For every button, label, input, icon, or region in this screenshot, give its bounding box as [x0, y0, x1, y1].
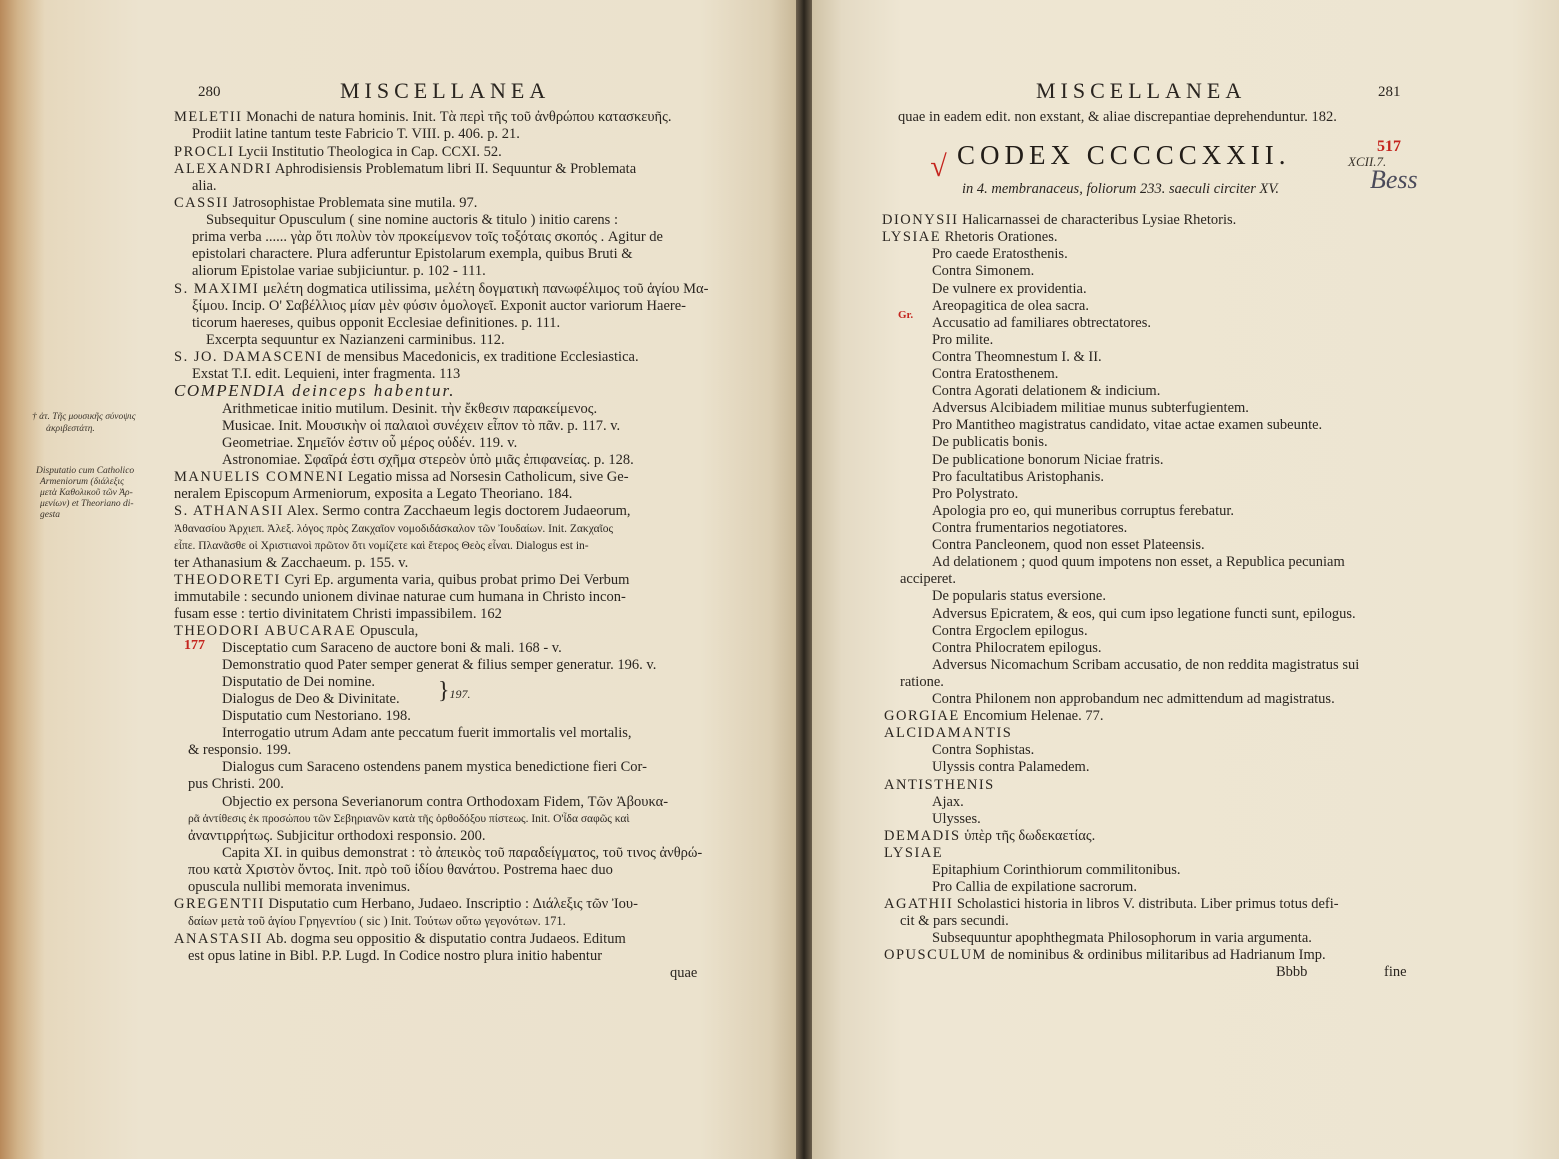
text-line: Pro Polystrato. [932, 486, 1019, 502]
text-line: Demonstratio quod Pater semper generat & filius semper generatur. 196. v. [222, 657, 657, 673]
text-line: immutabile : secundo unionem divinae naturae cum humana in Christo incon- [174, 589, 626, 605]
text-line: Ulyssis contra Palamedem. [932, 759, 1090, 775]
text-line: ter Athanasium & Zacchaeum. p. 155. v. [174, 555, 409, 571]
text-line: Pro Mantitheo magistratus candidato, vitae actae examen subeunte. [932, 417, 1323, 433]
text-line: DIONYSII Halicarnassei de characteribus Lysiae Rhetoris. [882, 212, 1237, 228]
text-line: Pro facultatibus Aristophanis. [932, 469, 1104, 485]
text-line: Epitaphium Corinthiorum commilitonibus. [932, 862, 1181, 878]
check-mark: √ [930, 150, 947, 183]
brace-note: }197. [438, 678, 471, 704]
margin-note: Armeniorum (διάλεξις [40, 477, 125, 487]
book-gutter [796, 0, 812, 1159]
text-line: Disputatio cum Nestoriano. 198. [222, 708, 411, 724]
text-line: LYSIAE [884, 845, 944, 861]
left-page-number: 280 [198, 84, 221, 100]
text-line: Apologia pro eo, qui muneribus corruptus ferebatur. [932, 503, 1235, 519]
left-running-head: MISCELLANEA [340, 78, 551, 103]
text-line: Pro milite. [932, 332, 994, 348]
text-line: εἶπε. Πλανᾶσθε οἱ Χριστιανοὶ πρῶτον ὅτι νομίζετε καὶ ἕτερος Θεὸς εἶναι. Dialogus est in- [174, 540, 589, 552]
page-edge [0, 0, 30, 1159]
text-line: ticorum haereses, quibus opponit Ecclesiae definitiones. p. 111. [192, 315, 561, 331]
text-line: quae in eadem edit. non exstant, & aliae discrepantiae deprehenduntur. 182. [898, 109, 1337, 125]
text-line: Contra Simonem. [932, 263, 1035, 279]
text-line: Ajax. [932, 794, 964, 810]
margin-note: Disputatio cum Catholico [36, 466, 135, 476]
text-line: Prodiit latine tantum teste Fabricio T. VIII. p. 406. p. 21. [192, 126, 520, 142]
text-line: THEODORI ABUCARAE Opuscula, [174, 623, 419, 639]
text-line: Ἀθανασίου Ἀρχιεπ. Ἀλεξ. λόγος πρὸς Ζακχαῖον νομοδιδάσκαλον τῶν Ἰουδαίων. Init. Ζακχαῖος [174, 523, 613, 535]
text-line: Contra Theomnestum I. & II. [932, 349, 1102, 365]
codex-subtitle: in 4. membranaceus, foliorum 233. saeculi circiter XV. [962, 181, 1279, 197]
margin-note: μετὰ Καθολικοῦ τῶν Ἀρ- [40, 488, 133, 498]
text-line: Disceptatio cum Saraceno de auctore boni & mali. 168 - v. [222, 640, 562, 656]
text-line: Pro Callia de expilatione sacrorum. [932, 879, 1137, 895]
margin-note: gesta [40, 510, 61, 520]
text-line: Contra Ergoclem epilogus. [932, 623, 1088, 639]
text-line: Contra Agorati delationem & indicium. [932, 383, 1161, 399]
text-line: GREGENTII Disputatio cum Herbano, Judaeo. Inscriptio : Διάλεξις τῶν Ἰου- [174, 896, 638, 912]
text-line: δαίων μετὰ τοῦ ἁγίου Γρηγεντίου ( sic ) Init. Τούτων οὕτω γεγονότων. 171. [188, 914, 566, 928]
text-line: ρᾶ ἀντίθεσις ἐκ προσώπου τῶν Σεβηριανῶν κατὰ τῆς ὀρθοδόξου πίστεως. Init. Ο'ἶδα σαφῶς καὶ [188, 813, 630, 825]
text-line: cit & pars secundi. [900, 913, 1009, 929]
text-line: ALEXANDRI Aphrodisiensis Problematum libri II. Sequuntur & Problemata [174, 161, 637, 177]
text-line: Excerpta sequuntur ex Nazianzeni carminibus. 112. [206, 332, 505, 348]
right-page-number: 281 [1378, 84, 1401, 100]
text-line: Subsequuntur apophthegmata Philosophorum in varia argumenta. [932, 930, 1312, 946]
margin-note: μενίων) et Theoriano di- [40, 499, 134, 509]
text-line: De publicatione bonorum Niciae fratris. [932, 452, 1164, 468]
text-line: Ad delationem ; quod quum impotens non esset, a Republica pecuniam [932, 554, 1345, 570]
text-line: Contra Sophistas. [932, 742, 1035, 758]
text-line: opuscula nullibi memorata invenimus. [188, 879, 411, 895]
text-line: ξίμου. Incip. Ο' Σαβέλλιος μίαν μὲν φύσιν ὁμολογεῖ. Exponit auctor variorum Haere- [192, 298, 686, 314]
text-line: ALCIDAMANTIS [884, 725, 1013, 741]
text-line: neralem Episcopum Armeniorum, exposita a Legato Theoriano. 184. [174, 486, 573, 502]
text-line: pus Christi. 200. [188, 776, 284, 792]
signature: Bess [1370, 165, 1418, 194]
text-line: Ulysses. [932, 811, 981, 827]
text-line: THEODORETI Cyri Ep. argumenta varia, quibus probat primo Dei Verbum [174, 572, 630, 588]
text-line: COMPENDIA deinceps habentur. [174, 381, 456, 400]
signature-mark: Bbbb [1276, 964, 1308, 980]
text-line: Interrogatio utrum Adam ante peccatum fuerit immortalis vel mortalis, [222, 725, 632, 741]
catchword: fine [1384, 964, 1407, 980]
text-line: Contra Philonem non approbandum nec admittendum ad magistratus. [932, 691, 1335, 707]
right-running-head: MISCELLANEA [1036, 78, 1247, 103]
text-line: epistolari charactere. Plura adferuntur Epistolarum exempla, quibus Bruti & [192, 246, 633, 262]
text-line: Contra frumentarios negotiatores. [932, 520, 1128, 536]
ink-shelfmark: XCII.7. [1348, 154, 1387, 169]
text-line: De popularis status eversione. [932, 588, 1106, 604]
text-line: Musicae. Init. Μουσικὴν οἱ παλαιοὶ συνέχειν εἶπον τὸ πᾶν. p. 117. v. [222, 418, 621, 434]
text-line: DEMADIS ὑπὲρ τῆς δωδεκαετίας. [884, 828, 1096, 844]
text-line: De vulnere ex providentia. [932, 281, 1087, 297]
text-line: acciperet. [900, 571, 956, 587]
text-line: MANUELIS COMNENI Legatio missa ad Norsesin Catholicum, sive Ge- [174, 469, 629, 485]
red-annotation: 177 [184, 638, 205, 653]
margin-note: ἀκριβεστάτη. [46, 424, 95, 434]
text-line: ἀναντιρρήτως. Subjicitur orthodoxi responsio. 200. [188, 828, 486, 844]
text-line: PROCLI Lycii Institutio Theologica in Cap. CCXI. 52. [174, 144, 502, 160]
text-line: ANASTASII Ab. dogma seu oppositio & disputatio contra Judaeos. Editum [174, 931, 626, 947]
text-line: LYSIAE Rhetoris Orationes. [882, 229, 1058, 245]
text-line: fusam esse : tertio divinitatem Christi impassibilem. 162 [174, 606, 502, 622]
text-line: Disputatio de Dei nomine. [222, 674, 376, 690]
text-line: Subsequitur Opusculum ( sine nomine auctoris & titulo ) initio carens : [206, 212, 618, 228]
text-line: Contra Philocratem epilogus. [932, 640, 1102, 656]
red-annotation: Gr. [898, 309, 914, 321]
text-line: Accusatio ad familiares obtrectatores. [932, 315, 1152, 331]
text-line: Contra Pancleonem, quod non esset Plateensis. [932, 537, 1205, 553]
text-line: Geometriae. Σημεῖόν ἐστιν οὗ μέρος οὐδέν. 119. v. [222, 435, 518, 451]
text-line: & responsio. 199. [188, 742, 292, 758]
text-line: GORGIAE Encomium Helenae. 77. [884, 708, 1104, 724]
codex-title: CODEX CCCCCXXII. [957, 140, 1291, 170]
text-line: Exstat T.I. edit. Lequieni, inter fragmenta. 113 [192, 366, 461, 382]
catchword: quae [670, 965, 698, 981]
text-line: S. MAXIMI μελέτη dogmatica utilissima, μελέτη δογματικὴ πανωφέλιμος τοῦ ἁγίου Μα- [174, 281, 709, 297]
text-line: Areopagitica de olea sacra. [932, 298, 1089, 314]
text-line: MELETII Monachi de natura hominis. Init. Τὰ περὶ τῆς τοῦ ἀνθρώπου κατασκευῆς. [174, 109, 672, 125]
text-line: S. ATHANASII Alex. Sermo contra Zacchaeum legis doctorem Judaeorum, [174, 503, 631, 519]
text-line: CASSII Jatrosophistae Problemata sine mutila. 97. [174, 195, 478, 211]
text-line: Adversus Nicomachum Scribam accusatio, de non reddita magistratus sui [932, 657, 1360, 673]
text-line: aliorum Epistolae variae subjiciuntur. p. 102 - 111. [192, 263, 486, 279]
text-line: που κατὰ Χριστὸν ὄντος. Init. πρὸ τοῦ ἰδίου θανάτου. Postrema haec duo [188, 862, 613, 878]
text-line: De publicatis bonis. [932, 434, 1048, 450]
text-line: alia. [192, 178, 217, 194]
margin-note: † ἀτ. Τῆς μουσικῆς σύνοψις [32, 412, 136, 422]
text-line: Dialogus de Deo & Divinitate. [222, 691, 400, 707]
text-line: ratione. [900, 674, 944, 690]
red-shelfmark: 517 [1377, 138, 1401, 155]
text-line: Objectio ex persona Severianorum contra Orthodoxam Fidem, Τῶν Ἀβουκα- [222, 794, 669, 810]
text-line: Adversus Epicratem, & eos, qui cum ipso legatione functi sunt, epilogus. [932, 606, 1356, 622]
text-line: Pro caede Eratosthenis. [932, 246, 1068, 262]
text-line: Astronomiae. Σφαῖρά ἐστι σχῆμα στερεὸν ὑπὸ μιᾶς ἐπιφανείας. p. 128. [222, 452, 634, 468]
text-line: ANTISTHENIS [884, 777, 995, 793]
text-line: Adversus Alcibiadem militiae munus subterfugientem. [932, 400, 1249, 416]
text-line: Dialogus cum Saraceno ostendens panem mystica benedictione fieri Cor- [222, 759, 647, 775]
text-line: S. JO. DAMASCENI de mensibus Macedonicis, ex traditione Ecclesiastica. [174, 349, 639, 365]
text-line: Contra Eratosthenem. [932, 366, 1059, 382]
text-line: OPUSCULUM de nominibus & ordinibus militaribus ad Hadrianum Imp. [884, 947, 1326, 963]
text-line: prima verba ...... γὰρ ὅτι πολὺν τὸν προκείμενον τοῖς τοξόταις σκοπός . Agitur de [192, 229, 663, 245]
text-line: Arithmeticae initio mutilum. Desinit. τὴν ἔκθεσιν παρακείμενος. [222, 401, 598, 417]
text-line: Capita XI. in quibus demonstrat : τὸ ἀπεικὸς τοῦ παραδείγματος, τοῦ τινος ἀνθρώ- [222, 845, 703, 861]
text-line: AGATHII Scholastici historia in libros V. distributa. Liber primus totus defi- [884, 896, 1339, 912]
text-line: est opus latine in Bibl. P.P. Lugd. In Codice nostro plura initio habentur [188, 948, 603, 964]
